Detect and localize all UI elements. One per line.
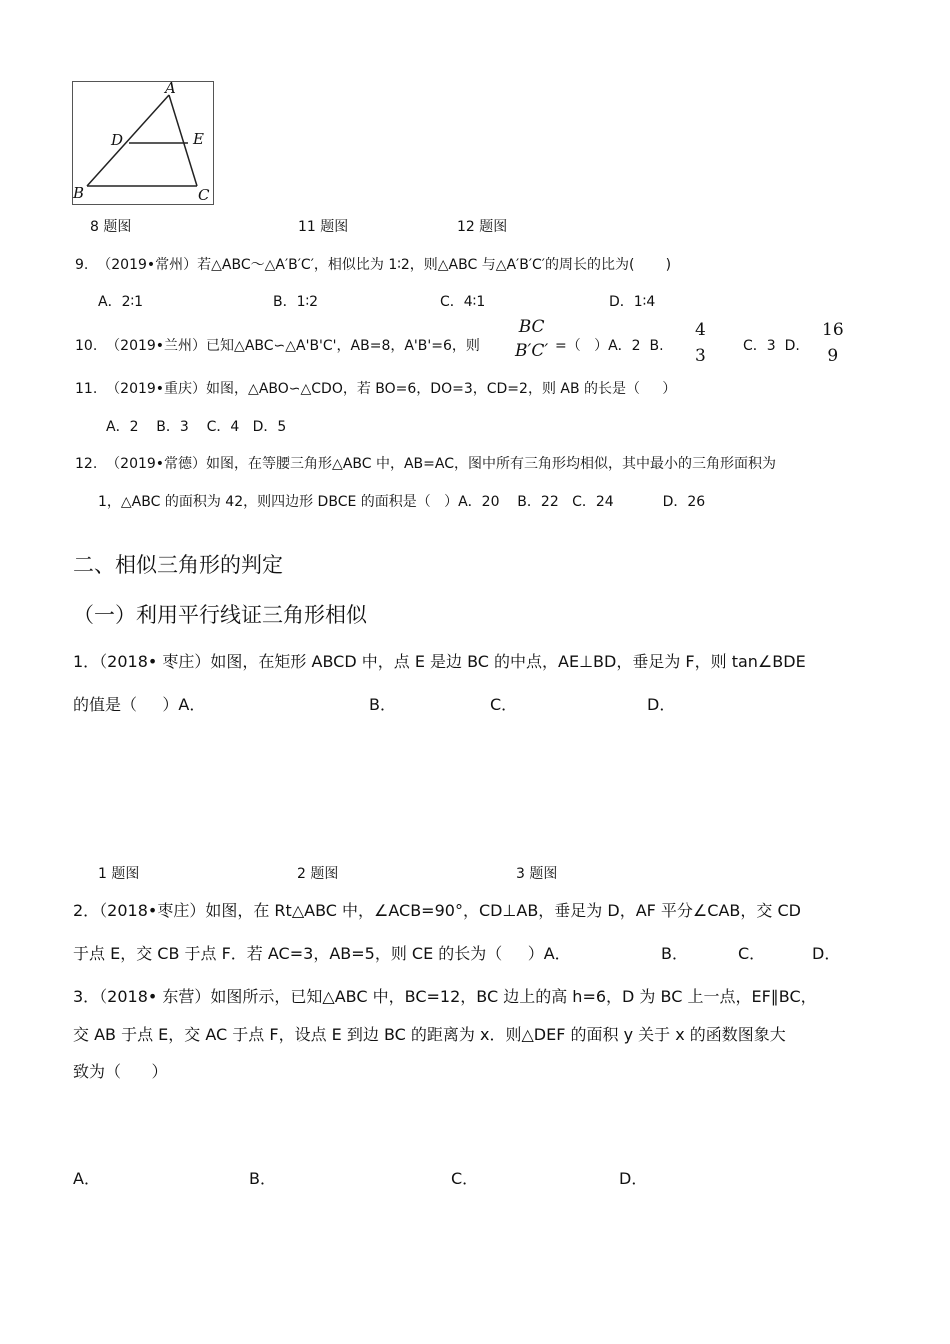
section-2-subheading: （一）利用平行线证三角形相似	[73, 603, 367, 627]
problem-3-line-1: 3．（2018• 东营）如图所示，已知△ABC 中，BC=12，BC 边上的高 h=6，D 为 BC 上一点，EF∥BC，	[73, 987, 817, 1006]
fraction-denominator: B′C′	[515, 341, 549, 361]
problem-2-option-b: B．	[661, 944, 688, 963]
question-9-option-d: D．1∶4	[609, 294, 656, 310]
question-10-text: 10. （2019•兰州）已知△ABC∽△A'B'C'，AB=8，A'B'=6，则	[75, 338, 480, 354]
vertex-label-b: B	[73, 184, 85, 202]
question-12-line-2: 1，△ABC 的面积为 42，则四边形 DBCE 的面积是（ ）A．20 B．22 C．24 D．26	[98, 494, 706, 510]
option-d-numerator: 16	[822, 320, 844, 340]
question-10-option-d-fraction	[822, 317, 844, 369]
problem-1-option-b: B．	[369, 695, 396, 714]
vertex-label-a: A	[165, 79, 176, 97]
section-2-heading: 二、相似三角形的判定	[73, 553, 283, 577]
vertex-label-e: E	[193, 130, 204, 148]
caption-fig-8: 8 题图	[90, 219, 132, 235]
caption-fig-12: 12 题图	[457, 219, 508, 235]
problem-1-option-c: C．	[490, 695, 518, 714]
option-b-numerator: 4	[695, 320, 706, 340]
question-9-option-a: A．2∶1	[98, 294, 144, 310]
question-11-options: A．2 B．3 C．4 D．5	[106, 419, 287, 435]
problem-3-line-3: 致为（ ）	[73, 1062, 168, 1081]
caption-fig-2: 2 题图	[297, 866, 339, 882]
vertex-label-c: C	[198, 186, 210, 204]
question-10-fraction	[515, 317, 548, 361]
caption-fig-1: 1 题图	[98, 866, 140, 882]
vertex-label-d: D	[111, 131, 124, 149]
question-11-text: 11. （2019•重庆）如图，△ABO∽△CDO，若 BO=6，DO=3，CD=2，则 AB 的长是（ ）	[75, 381, 677, 397]
problem-2-option-d: D．	[812, 944, 841, 963]
problem-3-option-d: D．	[619, 1169, 648, 1188]
problem-3-option-c: C．	[451, 1169, 479, 1188]
question-10-after-fraction: =（ ）A．2 B.	[555, 338, 664, 354]
problem-1-line-1: 1．（2018• 枣庄）如图，在矩形 ABCD 中，点 E 是边 BC 的中点，AE⊥BD，垂足为 F，则 tan∠BDE	[73, 652, 806, 671]
question-9-option-c: C．4∶1	[440, 294, 486, 310]
problem-2-option-c: C．	[738, 944, 766, 963]
problem-3-option-a: A．	[73, 1169, 100, 1188]
option-b-denominator: 3	[695, 346, 706, 366]
problem-2-line-2: 于点 E，交 CB 于点 F．若 AC=3，AB=5，则 CE 的长为（ ）A．	[73, 944, 571, 963]
caption-fig-11: 11 题图	[298, 219, 349, 235]
fraction-numerator: BC	[518, 317, 545, 337]
problem-3-line-2: 交 AB 于点 E，交 AC 于点 F，设点 E 到边 BC 的距离为 x．则△DEF 的面积 y 关于 x 的函数图象大	[73, 1025, 786, 1044]
question-9-text: 9. （2019•常州）若△ABC～△A′B′C′，相似比为 1∶2，则△ABC 与△A′B′C′的周长的比为( )	[75, 257, 672, 273]
problem-2-line-1: 2．（2018•枣庄）如图，在 Rt△ABC 中，∠ACB=90°，CD⊥AB，垂足为 D，AF 平分∠CAB，交 CD	[73, 901, 801, 920]
question-12-line-1: 12. （2019•常德）如图，在等腰三角形△ABC 中，AB=AC，图中所有三角形均相似，其中最小的三角形面积为	[75, 456, 776, 472]
question-9-option-b: B．1∶2	[273, 294, 319, 310]
option-d-denominator: 9	[827, 346, 839, 366]
figure-8-triangle	[72, 81, 214, 205]
caption-fig-3: 3 题图	[516, 866, 558, 882]
question-10-option-b-fraction	[695, 317, 706, 369]
question-10-option-c: C．3 D.	[743, 338, 800, 354]
problem-1-line-2: 的值是（ ）A．	[73, 695, 206, 714]
problem-3-option-b: B．	[249, 1169, 276, 1188]
problem-1-option-d: D．	[647, 695, 676, 714]
